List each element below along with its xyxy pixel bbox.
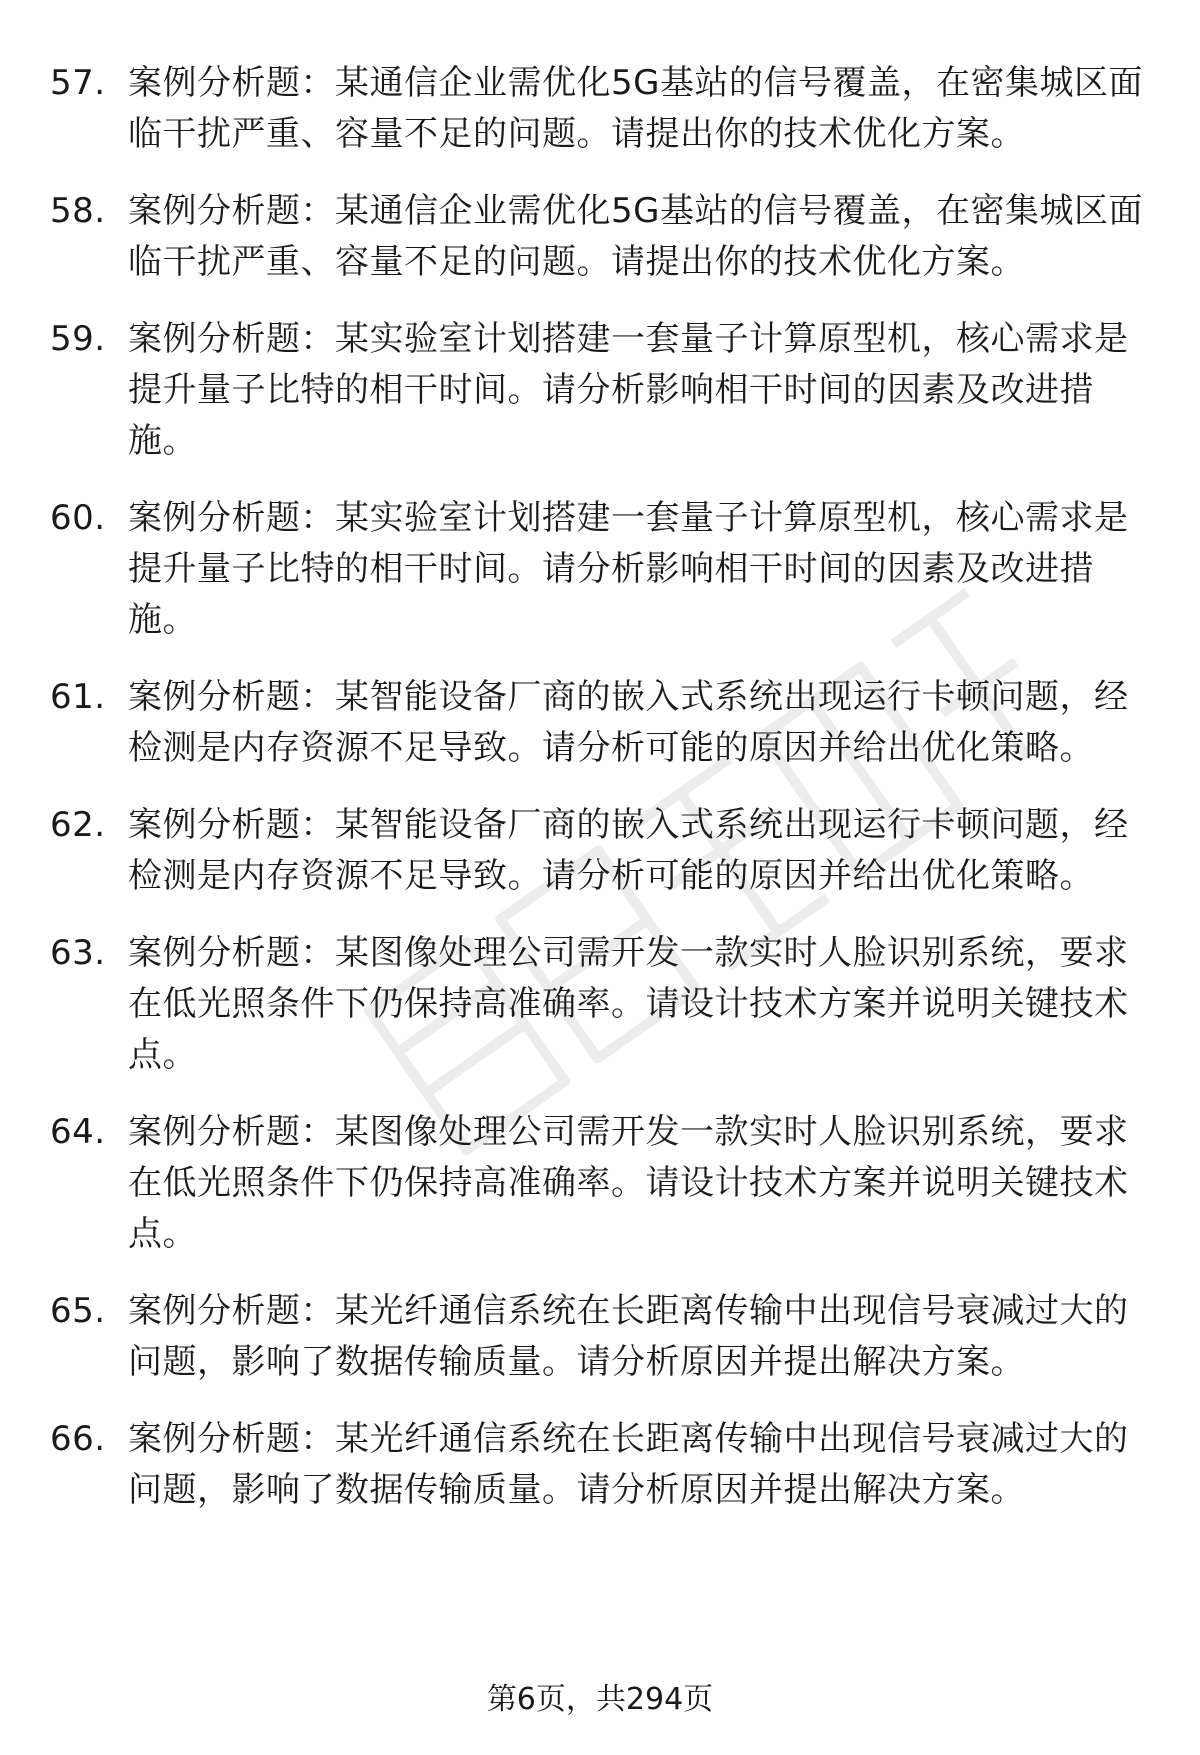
question-number: 64. xyxy=(50,1112,106,1152)
question-number: 65. xyxy=(50,1291,106,1331)
question-number: 57. xyxy=(50,63,106,103)
question-text: 案例分析题：某实验室计划搭建一套量子计算原型机，核心需求是提升量子比特的相干时间。请分析影响相干时间的因素及改进措施。 xyxy=(128,498,1129,640)
question-number: 60. xyxy=(50,498,106,538)
question-item xyxy=(0,1286,1200,1388)
question-item xyxy=(0,1414,1200,1516)
question-text: 案例分析题：某智能设备厂商的嵌入式系统出现运行卡顿问题，经检测是内存资源不足导致。请分析可能的原因并给出优化策略。 xyxy=(128,805,1129,896)
question-number: 61. xyxy=(50,677,106,717)
question-item xyxy=(0,928,1200,1081)
question-text: 案例分析题：某图像处理公司需开发一款实时人脸识别系统，要求在低光照条件下仍保持高准确率。请设计技术方案并说明关键技术点。 xyxy=(128,933,1129,1075)
question-text: 案例分析题：某图像处理公司需开发一款实时人脸识别系统，要求在低光照条件下仍保持高准确率。请设计技术方案并说明关键技术点。 xyxy=(128,1112,1129,1254)
question-item xyxy=(0,493,1200,646)
question-number: 63. xyxy=(50,933,106,973)
question-item xyxy=(0,1107,1200,1260)
question-item xyxy=(0,672,1200,774)
question-number: 62. xyxy=(50,805,106,845)
question-number: 66. xyxy=(50,1419,106,1459)
question-number: 58. xyxy=(50,191,106,231)
question-text: 案例分析题：某光纤通信系统在长距离传输中出现信号衰减过大的问题，影响了数据传输质量。请分析原因并提出解决方案。 xyxy=(128,1419,1129,1510)
question-text: 案例分析题：某光纤通信系统在长距离传输中出现信号衰减过大的问题，影响了数据传输质量。请分析原因并提出解决方案。 xyxy=(128,1291,1129,1382)
question-text: 案例分析题：某智能设备厂商的嵌入式系统出现运行卡顿问题，经检测是内存资源不足导致。请分析可能的原因并给出优化策略。 xyxy=(128,677,1129,768)
page-footer xyxy=(0,1678,1200,1722)
question-item xyxy=(0,58,1200,160)
question-list xyxy=(0,58,1200,1542)
question-item xyxy=(0,314,1200,467)
page-number-label: 第6页，共294页 xyxy=(486,1682,714,1717)
question-item xyxy=(0,186,1200,288)
question-item xyxy=(0,800,1200,902)
question-text: 案例分析题：某通信企业需优化5G基站的信号覆盖，在密集城区面临干扰严重、容量不足的问题。请提出你的技术优化方案。 xyxy=(128,63,1143,154)
question-number: 59. xyxy=(50,319,106,359)
question-text: 案例分析题：某通信企业需优化5G基站的信号覆盖，在密集城区面临干扰严重、容量不足的问题。请提出你的技术优化方案。 xyxy=(128,191,1143,282)
question-text: 案例分析题：某实验室计划搭建一套量子计算原型机，核心需求是提升量子比特的相干时间。请分析影响相干时间的因素及改进措施。 xyxy=(128,319,1129,461)
